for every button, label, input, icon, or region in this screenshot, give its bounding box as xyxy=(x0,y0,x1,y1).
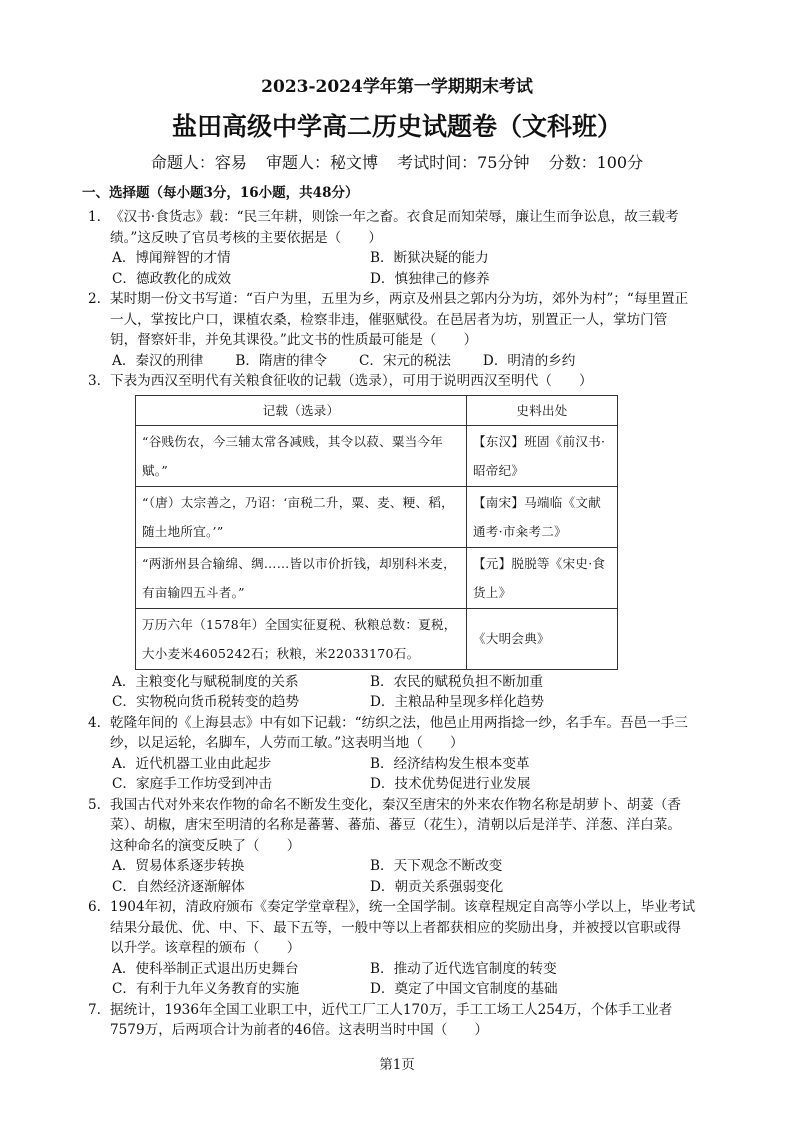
question-stem-line: 这种命名的演变反映了（ ） xyxy=(110,837,301,854)
options-row xyxy=(88,672,728,693)
option-b[interactable]: B．农民的赋税负担不断加重 xyxy=(370,673,544,690)
question-5 xyxy=(88,795,728,898)
score: 分数：100分 xyxy=(548,153,644,172)
option-a[interactable]: A．贸易体系逐步转换 xyxy=(112,858,245,874)
option-a[interactable]: A．博闻辩智的才情 xyxy=(112,250,231,266)
option-b[interactable]: B．经济结构发生根本变革 xyxy=(370,755,530,772)
question-list xyxy=(88,207,728,1041)
option-b[interactable]: B．隋唐的律令 xyxy=(235,352,327,369)
exam-paper-title: 盐田高级中学高二历史试题卷（文科班） xyxy=(171,112,622,141)
option-d[interactable]: D．技术优势促进行业发展 xyxy=(370,776,531,792)
options-row xyxy=(88,248,728,269)
option-d[interactable]: D．明清的乡约 xyxy=(482,352,576,369)
exam-term-title: 2023-2024学年第一学期期末考试 xyxy=(261,77,533,97)
option-d[interactable]: D．慎独律己的修养 xyxy=(370,270,490,287)
option-c[interactable]: C．宋元的税法 xyxy=(358,352,451,369)
source-cell: 《大明会典》 xyxy=(467,608,618,669)
exam-info xyxy=(0,150,794,173)
question-stem-line: 下表为西汉至明代有关粮食征收的记载（选录），可用于说明西汉至明代（ ） xyxy=(110,373,593,389)
question-stem-line: 《汉书·食货志》载：“民三年耕，则馀一年之畜。衣食足而知荣辱，廉让生而争讼息，故三载考 xyxy=(110,209,679,225)
options-row xyxy=(88,774,728,795)
option-c[interactable]: C．自然经济逐渐解体 xyxy=(112,878,245,895)
option-c[interactable]: C．实物税向货币税转变的趋势 xyxy=(112,694,300,710)
reviewer: 审题人：秘文博 xyxy=(265,153,378,172)
question-number: 2. xyxy=(88,291,101,307)
question-stem-line: 菜）、胡椒，唐宋至明清的名称是蕃薯、蕃茄、蕃豆（花生），清朝以后是洋芋、洋葱、洋白菜。 xyxy=(110,817,681,833)
question-2 xyxy=(88,289,728,371)
question-stem-line: 一人，掌按比户口，课植农桑，检察非违，催驱赋役。在邑居者为坊，别置正一人，掌坊门管 xyxy=(110,311,668,328)
question-6 xyxy=(88,897,728,1000)
table-header-cell: 记载（选录） xyxy=(136,395,467,425)
table-row xyxy=(136,486,618,547)
option-b[interactable]: B．天下观念不断改变 xyxy=(370,858,503,874)
question-3 xyxy=(88,371,728,713)
record-cell: 万历六年（1578年）全国实征夏税、秋粮总数：夏税，大小麦米4605242石；秋粮，米22033170石。 xyxy=(136,608,467,669)
option-a[interactable]: A．近代机器工业由此起步 xyxy=(112,755,272,772)
question-4 xyxy=(88,713,728,795)
question-stem-line: 1904年初，清政府颁布《奏定学堂章程》，统一全国学制。该章程规定自高等小学以上，毕业考试 xyxy=(110,899,696,915)
setter: 命题人：容易 xyxy=(150,153,247,172)
options-row xyxy=(88,959,728,980)
table-header-row xyxy=(136,395,618,425)
question-number: 5. xyxy=(88,796,101,813)
question-stem-line: 钥，督察奸非，并免其课役。”此文书的性质最可能是（ ） xyxy=(110,332,478,348)
option-d[interactable]: D．主粮品种呈现多样化趋势 xyxy=(370,694,545,710)
question-stem-line: 绩。”这反映了官员考核的主要依据是（ ） xyxy=(110,229,383,246)
section-heading: 一、选择题（每小题3分，16小题，共48分） xyxy=(82,185,359,201)
source-cell: 【元】脱脱等《宋史·食货上》 xyxy=(467,547,618,608)
options-row xyxy=(88,269,728,290)
options-row xyxy=(88,692,728,713)
option-d[interactable]: D．奠定了中国文官制度的基础 xyxy=(370,981,558,997)
option-c[interactable]: C．有利于九年义务教育的实施 xyxy=(112,981,300,997)
question-stem-line: 某时期一份文书写道：“百户为里，五里为乡，两京及州县之郭内分为坊，郊外为村”；“每里置正 xyxy=(110,291,689,307)
source-table xyxy=(135,395,618,670)
question-1 xyxy=(88,207,728,289)
options-row xyxy=(88,351,728,372)
question-stem-line: 7579万，后两项合计为前者的46倍。这表明当时中国（ ） xyxy=(110,1022,489,1038)
option-b[interactable]: B．推动了近代选官制度的转变 xyxy=(370,960,557,977)
record-cell: “两浙州县合输绵、绸……皆以市价折钱，却别科米麦，有亩输四五斗者。” xyxy=(136,547,467,608)
source-cell: 【南宋】马端临《文献通考·市籴考二》 xyxy=(467,486,618,547)
source-cell: 【东汉】班固《前汉书·昭帝纪》 xyxy=(467,425,618,486)
question-stem-line: 纱，以足运轮，名脚车，人劳而工敏。”这表明当地（ ） xyxy=(110,735,464,751)
record-cell: “谷贱伤农，今三辅太常各减贱，其令以菽、粟当今年赋。” xyxy=(136,425,467,486)
option-d[interactable]: D．朝贡关系强弱变化 xyxy=(370,878,504,895)
question-number: 1. xyxy=(88,209,101,225)
question-stem-line: 我国古代对外来农作物的命名不断发生变化，秦汉至唐宋的外来农作物名称是胡萝卜、胡荽（香 xyxy=(110,796,681,813)
question-stem-line: 结果分最优、优、中、下、最下五等，一般中等以上者都获相应的奖励出身，并被授以官职或得 xyxy=(110,919,681,936)
option-b[interactable]: B．断狱决疑的能力 xyxy=(370,250,489,266)
table-row xyxy=(136,547,618,608)
question-stem-line: 以升学。该章程的颁布（ ） xyxy=(110,940,301,956)
question-number: 7. xyxy=(88,1001,101,1018)
options-row xyxy=(88,754,728,775)
option-a[interactable]: A．使科举制正式退出历史舞台 xyxy=(112,960,299,977)
question-stem-line: 乾隆年间的《上海县志》中有如下记载：“纺织之法，他邑止用两指捻一纱，名手车。吾邑一手三 xyxy=(110,714,688,731)
question-number: 4. xyxy=(88,714,101,731)
question-7 xyxy=(88,1000,728,1041)
table-header-cell: 史料出处 xyxy=(467,395,618,425)
question-stem-line: 据统计，1936年全国工业职工中，近代工厂工人170万，手工工场工人254万，个体手工业者 xyxy=(110,1001,673,1018)
question-number: 6. xyxy=(88,899,101,915)
record-cell: “（唐）太宗善之，乃诏：‘亩税二升，粟、麦、粳、稻，随土地所宜。’” xyxy=(136,486,467,547)
options-row xyxy=(88,877,728,898)
options-row xyxy=(88,856,728,877)
option-a[interactable]: A．主粮变化与赋税制度的关系 xyxy=(112,673,299,690)
option-c[interactable]: C．德政教化的成效 xyxy=(112,270,232,287)
table-row xyxy=(136,608,618,669)
exam-time: 考试时间：75分钟 xyxy=(397,153,530,172)
page-number: 第1页 xyxy=(379,1057,415,1073)
question-number: 3. xyxy=(88,373,101,389)
table-row xyxy=(136,425,618,486)
option-a[interactable]: A．秦汉的刑律 xyxy=(112,352,204,369)
options-row xyxy=(88,979,728,1000)
option-c[interactable]: C．家庭手工作坊受到冲击 xyxy=(112,776,272,792)
